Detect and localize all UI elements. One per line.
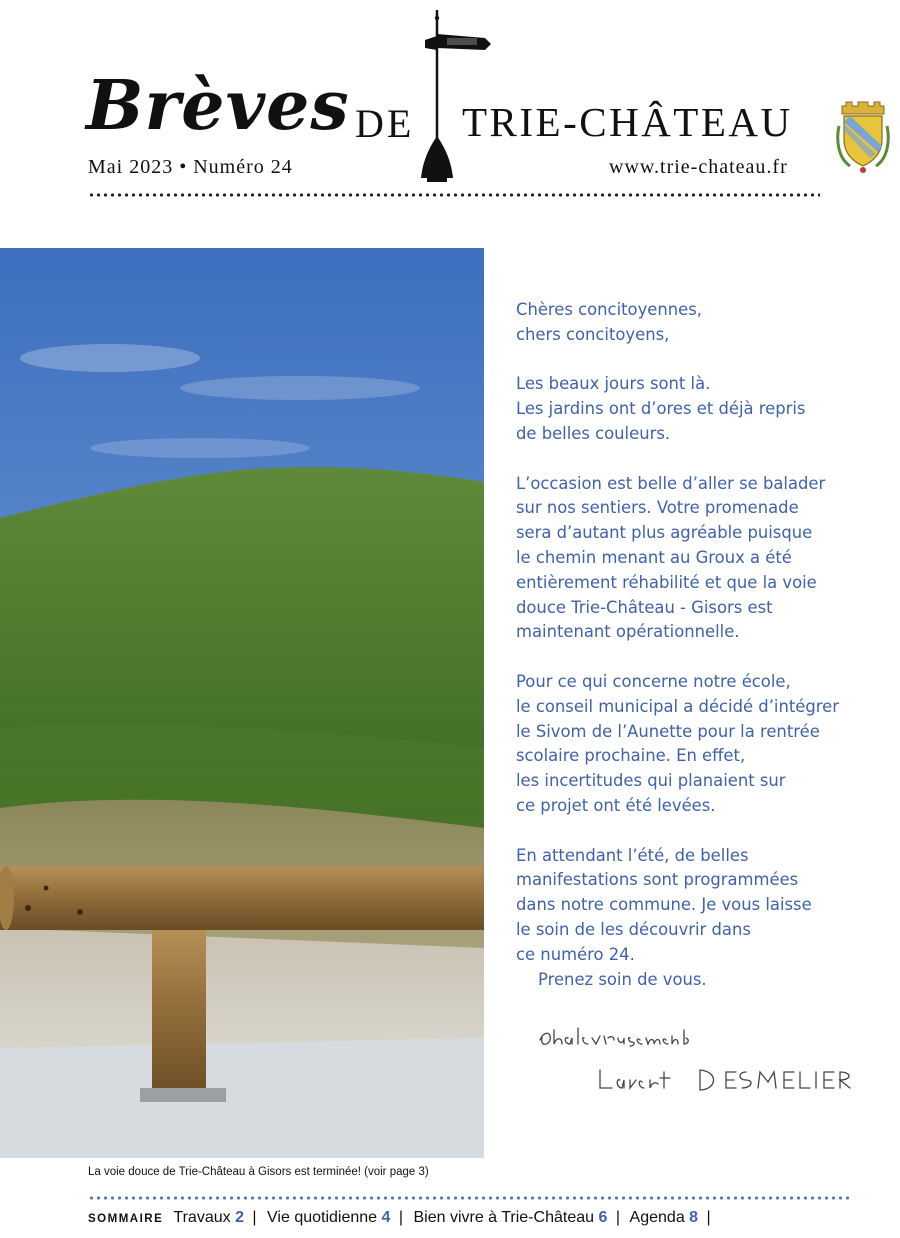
editorial-text <box>516 298 886 992</box>
sommaire-page-number: 8 <box>689 1209 699 1226</box>
title-de: DE <box>355 101 415 146</box>
sommaire-item-vie-quotidienne[interactable] <box>267 1209 395 1226</box>
sommaire-label: SOMMAIRE <box>88 1213 164 1225</box>
sommaire-separator: | <box>615 1209 620 1226</box>
sommaire-item-bien-vivre[interactable] <box>413 1209 611 1226</box>
editorial-paragraph: Les beaux jours sont là. Les jardins ont d’ores et déjà repris de belles couleurs. <box>516 374 806 443</box>
sommaire-separator: | <box>398 1209 404 1226</box>
sommaire-separator: | <box>706 1209 711 1226</box>
cover-photo <box>0 248 484 1158</box>
editorial-signoff: Prenez soin de vous. <box>538 969 707 989</box>
title-town: TRIE-CHÂTEAU <box>462 99 793 145</box>
sommaire-page-number: 4 <box>381 1209 391 1226</box>
sommaire-item-travaux[interactable] <box>173 1209 248 1226</box>
sommaire-separator: | <box>252 1209 257 1226</box>
sommaire-bar <box>88 1209 717 1227</box>
sommaire-item-label: Vie quotidienne <box>267 1209 378 1226</box>
sommaire-item-label: Agenda <box>629 1209 685 1226</box>
editorial-paragraph: En attendant l’été, de belles manifestations sont programmées dans notre commune. Je vous laisse le soin de les découvrir dans ce numéro 24. <box>516 845 812 964</box>
title-breves: Brèves <box>86 66 350 146</box>
weathervane-icon <box>415 8 495 186</box>
dotted-divider-bottom <box>88 1196 850 1200</box>
dotted-divider <box>88 193 820 197</box>
website-link[interactable]: www.trie-chateau.fr <box>609 156 788 178</box>
editorial-paragraph: Pour ce qui concerne notre école, le conseil municipal a décidé d’intégrer le Sivom de l’Aunette pour la rentrée scolaire prochaine. En effet, les incertitudes qui planaient sur ce projet ont été levées. <box>516 671 839 815</box>
sommaire-page-number: 2 <box>235 1209 244 1226</box>
coat-of-arms-icon <box>834 100 892 176</box>
photo-caption: La voie douce de Trie-Château à Gisors est terminée! (voir page 3) <box>88 1166 429 1178</box>
sommaire-item-label: Travaux <box>173 1209 231 1226</box>
editorial-paragraph: L’occasion est belle d’aller se balader sur nos sentiers. Votre promenade sera d’autant plus agréable puisque le chemin menant au Groux a été entièrement réhabilité et que la voie douce Trie-Château - Gisors est maintenant opérationnelle. <box>516 473 826 642</box>
signature <box>530 1010 860 1100</box>
sommaire-item-label: Bien vivre à Trie-Château <box>413 1209 595 1226</box>
masthead <box>0 0 900 200</box>
sommaire-item-agenda[interactable] <box>630 1209 703 1226</box>
editorial-paragraph: Chères concitoyennes, chers concitoyens, <box>516 300 702 344</box>
sommaire-page-number: 6 <box>598 1209 608 1226</box>
issue-info: Mai 2023 • Numéro 24 <box>88 156 293 178</box>
